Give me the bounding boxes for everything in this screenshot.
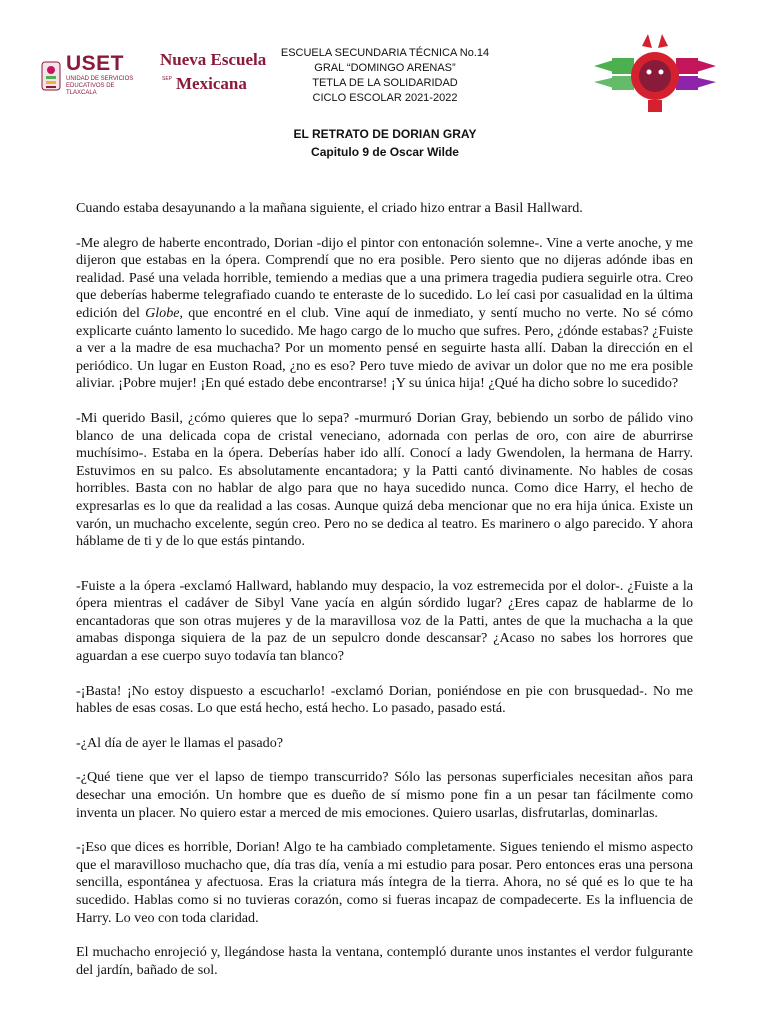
paragraph-part: , que encontré en el club. Vine aquí de inmediato, y sentí mucho no verte. No sé cómo explicarte cuánto lamento lo sucedido. Me hago cargo de lo mucho que sufres. Pero, ¿dónde estabas? ¿Fuiste a ver a la madre de esa muchacha? Por un momento pensé en seguirte hasta allí. Daban la dirección en el periódico. Un lugar en Euston Road, ¿no es eso? Pero tuve miedo de avivar un dolor que no me era posible aliviar. ¡Pobre mujer! ¡En qué estado debe encontrarse! ¡Y su única hija! ¿Qué ha dicho sobre lo sucedido?: [76, 304, 693, 392]
paragraph: -Fuiste a la ópera -exclamó Hallward, hablando muy despacio, la voz estremecida por el dolor-. ¿Fuiste a la ópera mientras el cadáver de Sibyl Vane yacía en algún sórdido lugar? ¿Eres capaz de hablarme de lo encantadoras que son otras mujeres y de la maravillosa voz de la Patti, antes de que la muchacha a la que amabas disponga siquiera de la paz de un sepulcro donde descansar? ¿Acaso no sabes los horrores que aguardan a ese cuerpo suyo todavía tan blanco?: [76, 577, 693, 665]
newspaper-name: Globe: [145, 304, 180, 321]
chapter-title: Capitulo 9 de Oscar Wilde: [311, 145, 459, 159]
uset-logo: [40, 52, 138, 100]
nueva-escuela-mexicana-logo: [148, 50, 267, 100]
school-location: TETLA DE LA SOLIDARIDAD: [312, 77, 458, 89]
paragraph: -¡Basta! ¡No estoy dispuesto a escucharlo! -exclamó Dorian, poniéndose en pie con brusquedad-. No me hables de esas cosas. Lo que está hecho, está hecho. Lo pasado, pasado está.: [76, 682, 693, 717]
paragraph-part: -Me alegro de haberte encontrado, Dorian -dijo el pintor con entonación solemne-. Vine a verte anoche, y me dijeron que estabas en la ópera. Comprendí que no era posible. Pero siento que no dijeras adónde ibas en realidad. Pasé una velada horrible, temiendo a medias que a una primera tragedia pudiera seguirle otra. Creo que deberías haberme telegrafiado cuando te enteraste de lo sucedido. Lo leí casi por casualidad en la última edición del: [76, 234, 693, 321]
book-title: EL RETRATO DE DORIAN GRAY: [293, 127, 477, 141]
paragraph: -¡Eso que dices es horrible, Dorian! Algo te ha cambiado completamente. Sigues teniendo el mismo aspecto que el maravilloso muchacho que, día tras día, venía a mi estudio para posar. Pero entonces eras una persona sencilla, espontánea y afectuosa. Eras la criatura más íntegra de la tierra. Ahora, no sé qué es lo que te ha sucedido. Hablas como si no tuvieras corazón, como si fueras incapaz de compadecerte. Es la influencia de Harry. Lo veo con toda claridad.: [76, 839, 693, 926]
chapter-text: [76, 200, 693, 979]
paragraph: Cuando estaba desayunando a la mañana siguiente, el criado hizo entrar a Basil Hallward.: [76, 200, 583, 216]
school-general: GRAL “DOMINGO ARENAS”: [314, 62, 456, 74]
uset-subtitle: UNIDAD DE SERVICIOS EDUCATIVOS DE TLAXCALA: [66, 76, 134, 96]
nem-title-line1: Nueva Escuela: [160, 50, 267, 69]
nem-title-line2: Mexicana: [176, 74, 247, 93]
paragraph: -¿Al día de ayer le llamas el pasado?: [76, 734, 284, 751]
school-emblem-icon: [590, 30, 720, 116]
paragraph: El muchacho enrojeció y, llegándose hasta la ventana, contempló durante unos instantes el verdor fulgurante del jardín, bañado de sol.: [76, 944, 693, 978]
tlaxcala-emblem-icon: [40, 60, 62, 92]
sep-mark: SEP: [162, 76, 173, 82]
paragraph: -Mi querido Basil, ¿cómo quieres que lo sepa? -murmuró Dorian Gray, bebiendo un sorbo de pálido vino blanco de una delicada copa de cristal veneciano, adornada con perlas de oro, con aire de aburrirse muchísimo-. Estaba en la ópera. Deberías haber ido allí. Conocí a lady Gwendolen, la hermana de Harry. Estuvimos en su palco. Es absolutamente encantadora; y la Patti cantó divinamente. No hables de cosas horribles. Basta con no hablar de algo para que no haya sucedido nunca. Como dice Harry, el hecho de expresarlas es lo que da realidad a las cosas. Aunque quizá deba mencionar que no era hija única. Existe un varón, un muchacho excelente, según creo. Pero no se dedica al teatro. Es marinero o algo parecido. Y ahora háblame de ti y de lo que estás pintando.: [76, 409, 693, 550]
school-name: ESCUELA SECUNDARIA TÉCNICA No.14: [280, 47, 490, 59]
document-header: [0, 0, 768, 170]
school-cycle: CICLO ESCOLAR 2021-2022: [312, 92, 458, 104]
reading-title: [230, 125, 540, 161]
paragraph: [76, 235, 693, 393]
school-info: [270, 46, 500, 106]
paragraph: -¿Qué tiene que ver el lapso de tiempo transcurrido? Sólo las personas superficiales necesitan años para desechar una emoción. Un hombre que es dueño de sí mismo pone fin a un pesar tan fácilmente como inventa un placer. No quiero estar a merced de mis emociones. Quiero usarlas, disfrutarlas, dominarlas.: [76, 769, 693, 821]
uset-title: USET: [66, 52, 125, 75]
